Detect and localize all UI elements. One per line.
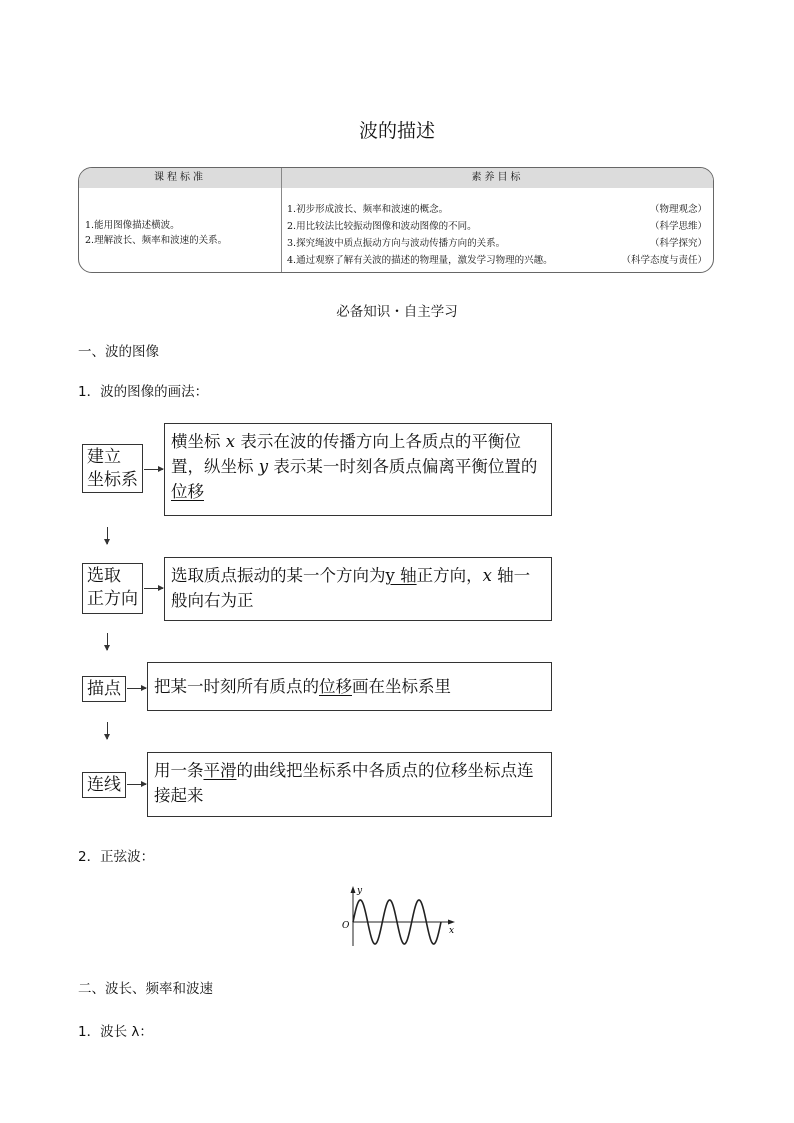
x-axis-arrow — [448, 920, 455, 925]
arrow-right — [127, 784, 146, 785]
step-label: 选取 — [87, 566, 121, 586]
desc-text: 把某一时刻所有质点的 — [154, 677, 319, 696]
page-title: 波的描述 — [358, 120, 435, 142]
goal-text: 1.初步形成波长、频率和波速的概念。 — [287, 204, 449, 215]
step-label: 描点 — [87, 679, 121, 699]
standards-table — [78, 167, 714, 273]
arrow-down — [107, 527, 108, 544]
header-course-standard: 课程标准 — [154, 172, 206, 183]
var-x: x — [225, 432, 236, 451]
section-heading: 必备知识・自主学习 — [336, 304, 458, 320]
step-connect-line — [82, 772, 126, 798]
arrow-right — [144, 588, 163, 589]
goal-tag: （物理观念） — [649, 204, 707, 215]
desc-connect-line — [147, 752, 552, 817]
step-build-axes — [82, 444, 143, 493]
arrow-down — [107, 633, 108, 650]
desc-text: 横坐标 — [171, 432, 221, 451]
axis-label-y: y — [357, 886, 363, 896]
heading-wavelength-frequency-speed: 二、波长、频率和波速 — [78, 981, 213, 997]
y-axis-arrow — [351, 886, 356, 893]
desc-text: 的曲线把坐标系中各质点的位移坐标点连接起来 — [154, 761, 534, 805]
goal-item — [287, 235, 707, 252]
table-divider — [281, 168, 282, 272]
blank-answer: 位移 — [319, 677, 352, 696]
goal-text: 4.通过观察了解有关波的描述的物理量，激发学习物理的兴趣。 — [287, 255, 553, 266]
blank-answer: 位移 — [171, 482, 204, 501]
desc-text: 选取质点振动的某一个方向为 — [171, 566, 386, 585]
step-label: 建立 — [87, 447, 121, 467]
goal-list — [287, 201, 707, 269]
goal-item — [287, 252, 707, 269]
desc-build-axes — [164, 423, 552, 516]
arrow-right — [127, 688, 146, 689]
step-label: 坐标系 — [87, 470, 138, 490]
desc-text: 轴一般向右为正 — [171, 566, 531, 610]
step-label: 正方向 — [87, 589, 138, 609]
heading-drawing-method: 1．波的图像的画法： — [78, 384, 209, 400]
goal-text: 2.用比较法比较振动图像和波动图像的不同。 — [287, 221, 477, 232]
step-plot-points — [82, 676, 126, 702]
goal-item — [287, 218, 707, 235]
standard-item: 2.理解波长、频率和波速的关系。 — [85, 235, 228, 246]
sine-wave-graph — [335, 880, 465, 948]
desc-text: 表示某一时刻各质点偏离平衡位置的 — [273, 457, 538, 476]
step-choose-direction — [82, 563, 143, 614]
step-label: 连线 — [87, 775, 121, 795]
heading-sine-wave: 2．正弦波： — [78, 849, 155, 865]
arrow-right — [144, 469, 163, 470]
origin-label: O — [342, 921, 350, 931]
goal-tag: （科学探究） — [649, 238, 707, 249]
standard-item: 1.能用图像描述横波。 — [85, 220, 180, 231]
heading-wave-image: 一、波的图像 — [78, 344, 159, 360]
blank-answer: y 轴 — [385, 566, 417, 585]
header-literacy-goals: 素养目标 — [471, 172, 524, 183]
arrow-down — [107, 722, 108, 739]
goal-text: 3.探究绳波中质点振动方向与波动传播方向的关系。 — [287, 238, 506, 249]
goal-item — [287, 201, 707, 218]
heading-wavelength: 1．波长 λ： — [78, 1024, 153, 1040]
blank-answer: 平滑 — [203, 761, 237, 780]
goal-tag: （科学思维） — [649, 221, 707, 232]
var-y: y — [258, 457, 269, 476]
desc-choose-direction — [164, 557, 552, 621]
desc-text: 正方向， — [416, 566, 483, 585]
standard-list — [85, 218, 227, 248]
desc-text: 画在坐标系里 — [352, 677, 451, 696]
var-x: x — [482, 566, 492, 585]
goal-tag: （科学态度与责任） — [621, 255, 707, 266]
desc-plot-points — [147, 662, 552, 711]
desc-text: 表示在波的传播方向上各质点的平衡位置，纵坐标 — [171, 432, 521, 476]
axis-label-x: x — [449, 926, 455, 936]
desc-text: 用一条 — [154, 761, 204, 780]
